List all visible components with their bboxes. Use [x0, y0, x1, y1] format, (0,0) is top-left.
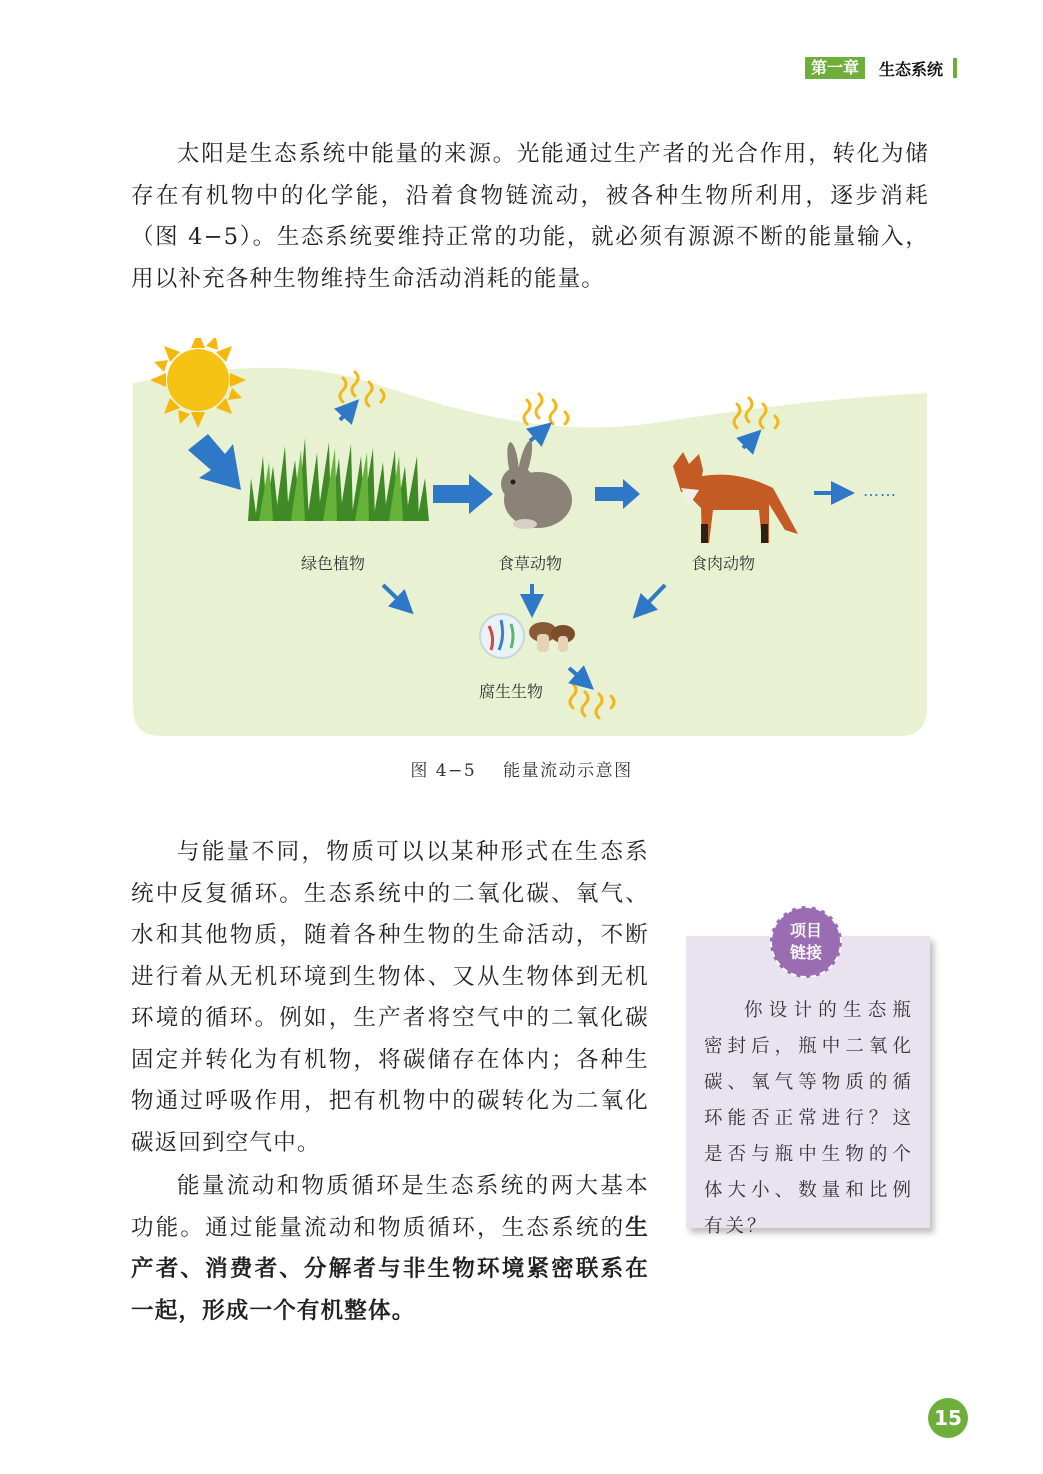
- paragraph-summary: [131, 1166, 649, 1332]
- badge-line1: 项目: [789, 921, 822, 940]
- paragraph-energy-source: 太阳是生态系统中能量的来源。光能通过生产者的光合作用，转化为储存在有机物中的化学能，沿着食物链流动，被各种生物所利用，逐步消耗（图 4−5）。生态系统要维持正常的功能，就必须有源源不断的能量输入，用以补充各种生物维持生命活动消耗的能量。: [131, 141, 929, 292]
- caption-title: 能量流动示意图: [503, 761, 633, 781]
- page-number: 15: [928, 1398, 968, 1438]
- badge-line2: 链接: [789, 943, 822, 962]
- summary-normal-text: 能量流动和物质循环是生态系统的两大基本功能。通过能量流动和物质循环，生态系统的: [131, 1173, 649, 1241]
- chapter-tag: 第一章: [805, 57, 865, 79]
- chapter-bar: [953, 58, 957, 78]
- chapter-header: [805, 56, 957, 80]
- summary-bold-text: 生产者、消费者、分解者与非生物环境紧密联系在一起，形成一个有机整体。: [131, 1214, 649, 1324]
- figure-illustration: [133, 338, 927, 736]
- label-decomposer: 腐生生物: [479, 682, 544, 701]
- energy-flow-figure: [133, 338, 927, 736]
- project-link-badge: [770, 906, 842, 978]
- ellipsis: ……: [863, 481, 897, 500]
- chapter-title: 生态系统: [879, 59, 944, 79]
- label-herbivore: 食草动物: [498, 554, 563, 573]
- figure-caption: [0, 756, 1043, 781]
- caption-number: 图 4−5: [410, 761, 477, 781]
- label-carnivore: 食肉动物: [691, 554, 756, 573]
- paragraph-material-cycle: 与能量不同，物质可以以某种形式在生态系统中反复循环。生态系统中的二氧化碳、氧气、水和其他物质，随着各种生物的生命活动，不断进行着从无机环境到生物体、又从生物体到无机环境的循环。例如，生产者将空气中的二氧化碳固定并转化为有机物，将碳储存在体内；各种生物通过呼吸作用，把有机物中的碳转化为二氧化碳返回到空气中。: [131, 839, 649, 1156]
- project-link-text: 你设计的生态瓶密封后，瓶中二氧化碳、氧气等物质的循环能否正常进行？这是否与瓶中生物的个体大小、数量和比例有关？: [704, 1000, 914, 1237]
- label-green-plant: 绿色植物: [301, 554, 366, 573]
